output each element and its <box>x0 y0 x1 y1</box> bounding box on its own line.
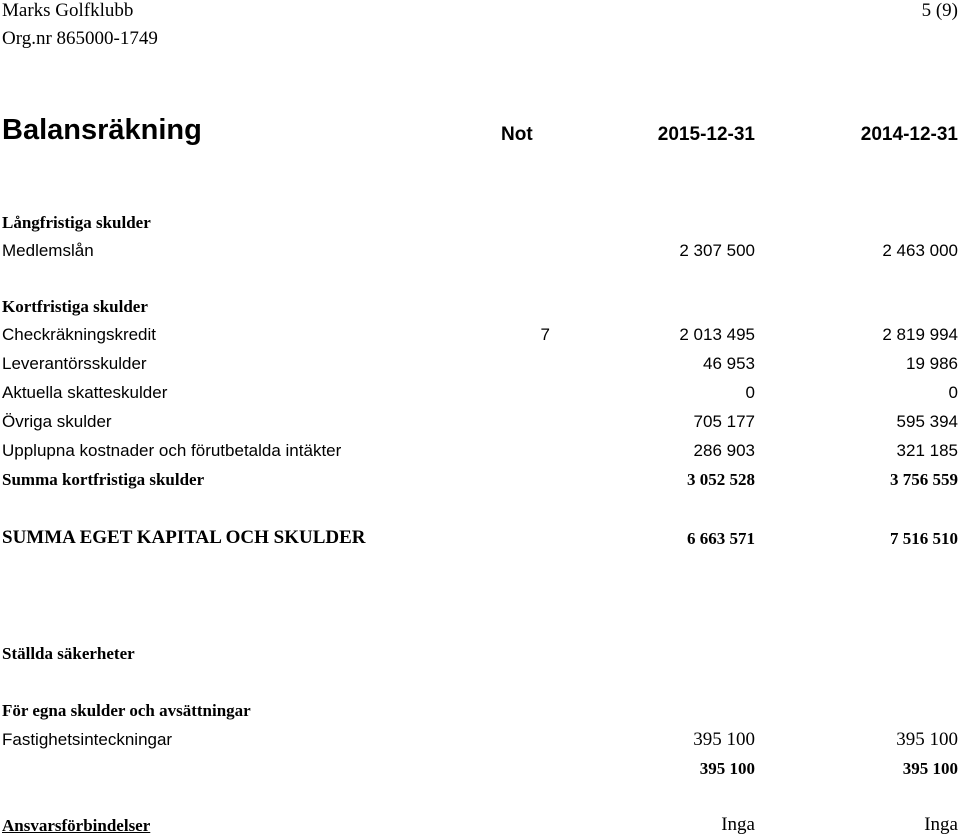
contingent-label: Ansvarsförbindelser <box>2 816 151 835</box>
row-label: Leverantörsskulder <box>2 354 147 373</box>
contingent-value-year1: Inga <box>721 814 755 835</box>
row-value-year2: 0 <box>948 383 958 402</box>
row-value-year1: 286 903 <box>693 441 755 460</box>
total-label: SUMMA EGET KAPITAL OCH SKULDER <box>2 527 366 548</box>
total-value-year1: 6 663 571 <box>687 529 755 548</box>
org-number: Org.nr 865000-1749 <box>2 28 158 49</box>
row-value-year2: 395 100 <box>896 729 958 750</box>
row-value-year2: 19 986 <box>906 354 958 373</box>
row-label: Checkräkningskredit <box>2 325 157 344</box>
note-column-header: Not <box>501 124 533 145</box>
total-value-year2: 7 516 510 <box>890 529 958 548</box>
long-term-heading: Långfristiga skulder <box>2 213 151 232</box>
row-value-year2: 2 463 000 <box>882 241 958 260</box>
row-label: Aktuella skatteskulder <box>2 383 168 402</box>
page-title: Balansräkning <box>2 114 202 146</box>
sum-value-year1: 3 052 528 <box>687 470 755 489</box>
row-note: 7 <box>540 325 550 344</box>
page-number: 5 (9) <box>921 0 958 21</box>
row-value-year1: 2 307 500 <box>679 241 755 260</box>
pledged-subheading: För egna skulder och avsättningar <box>2 701 251 720</box>
row-value-year1: 395 100 <box>693 729 755 750</box>
row-label: Övriga skulder <box>2 412 112 431</box>
row-value-year1: 2 013 495 <box>679 325 755 344</box>
sum-value-year1: 395 100 <box>699 759 755 778</box>
sum-value-year2: 3 756 559 <box>890 470 958 489</box>
row-label: Fastighetsinteckningar <box>2 730 173 749</box>
short-term-heading: Kortfristiga skulder <box>2 297 148 316</box>
contingent-value-year2: Inga <box>924 814 958 835</box>
company-name: Marks Golfklubb <box>2 0 134 21</box>
year2-column-header: 2014-12-31 <box>860 124 958 145</box>
row-value-year2: 595 394 <box>896 412 958 431</box>
sum-label: Summa kortfristiga skulder <box>2 470 205 489</box>
row-label: Upplupna kostnader och förutbetalda intäkter <box>2 441 342 460</box>
year1-column-header: 2015-12-31 <box>657 124 755 145</box>
row-value-year1: 705 177 <box>693 412 755 431</box>
row-value-year1: 46 953 <box>703 354 755 373</box>
pledged-heading: Ställda säkerheter <box>2 644 135 663</box>
row-value-year2: 2 819 994 <box>882 325 958 344</box>
row-label: Medlemslån <box>2 241 94 260</box>
row-value-year1: 0 <box>745 383 755 402</box>
row-value-year2: 321 185 <box>896 441 958 460</box>
sum-value-year2: 395 100 <box>902 759 958 778</box>
